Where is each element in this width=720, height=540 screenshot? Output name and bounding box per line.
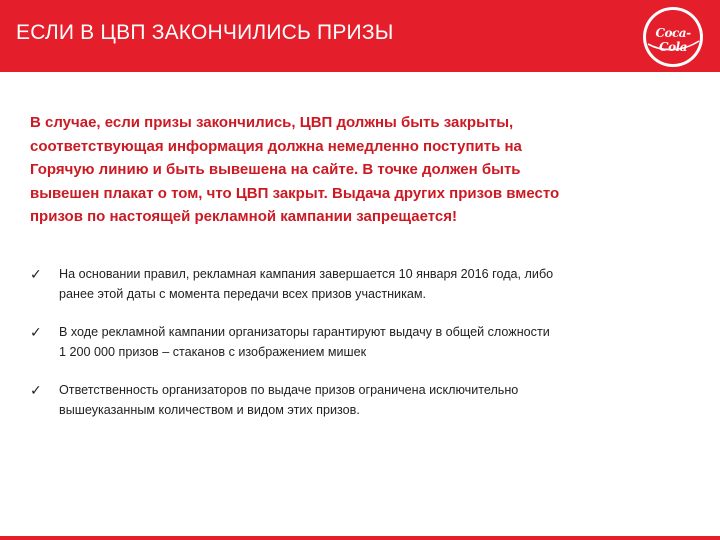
bullet-line: В ходе рекламной кампании организаторы гарантируют выдачу в общей сложности <box>59 325 550 339</box>
checkmark-icon: ✓ <box>30 324 42 340</box>
bullet-line: На основании правил, рекламная кампания завершается 10 января 2016 года, либо <box>59 267 554 281</box>
bullet-item <box>30 380 690 420</box>
intro-line: призов по настоящей рекламной кампании запрещается! <box>30 208 457 225</box>
bullet-line: Ответственность организаторов по выдаче призов ограничена исключительно <box>59 383 519 397</box>
bullet-line: вышеуказанным количеством и видом этих призов. <box>59 403 360 417</box>
header-bar <box>0 0 720 72</box>
intro-line: вывешен плакат о том, что ЦВП закрыт. Выдача других призов вместо <box>30 184 560 202</box>
logo-wordmark: Coca-Cola <box>655 26 691 54</box>
coca-cola-logo <box>642 6 704 68</box>
bullet-item <box>30 322 690 362</box>
bullet-line: 1 200 000 призов – стаканов с изображением мишек <box>59 345 367 359</box>
intro-line: В случае, если призы закончились, ЦВП должны быть закрыты, <box>30 114 514 131</box>
bullet-line: ранее этой даты с момента передачи всех призов участникам. <box>59 287 427 301</box>
intro-paragraph <box>30 111 670 229</box>
footer-stripe <box>0 536 720 540</box>
bullet-item <box>30 264 690 304</box>
bullet-list <box>30 264 690 420</box>
checkmark-icon: ✓ <box>30 266 42 282</box>
checkmark-icon: ✓ <box>30 382 42 398</box>
page-title: ЕСЛИ В ЦВП ЗАКОНЧИЛИСЬ ПРИЗЫ <box>16 21 394 44</box>
intro-line: соответствующая информация должна немедленно поступить на <box>30 137 522 155</box>
intro-line: Горячую линию и быть вывешена на сайте. В точке должен быть <box>30 161 521 178</box>
